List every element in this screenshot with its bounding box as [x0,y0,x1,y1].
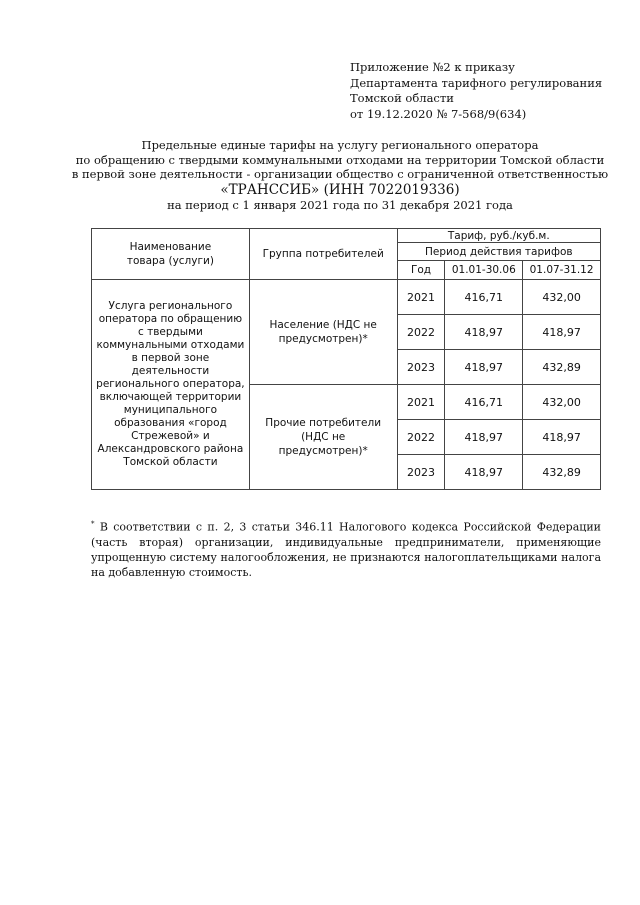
header-year: Год [397,261,445,280]
year-cell: 2022 [397,315,445,350]
tariff-h2-cell: 432,89 [523,455,601,490]
tariff-h1-cell: 416,71 [445,280,523,315]
year-cell: 2023 [397,350,445,385]
footnote-text: В соответствии с п. 2, 3 статьи 346.11 Налогового кодекса Российской Федерации (часть вторая) организации, индивидуальные предприниматели, применяющие упрощенную систему налогообложения, не признаются налогоплательщиками налога на добавленную стоимость. [91,520,601,579]
header-half1: 01.01-30.06 [445,261,523,280]
consumer-group-population: Население (НДС не предусмотрен)* [249,280,397,385]
year-cell: 2023 [397,455,445,490]
table-row [92,280,601,315]
tariff-h2-cell: 418,97 [523,420,601,455]
service-name: Услуга регионального оператора по обращению с твердыми коммунальными отходами в первой зоне деятельности регионального оператора, включающей территории муниципального образования «город Стрежевой» и Александровского района Томской области [92,280,250,490]
company-name: «ТРАНССИБ» (ИНН 7022019336) [220,181,460,198]
year-cell: 2022 [397,420,445,455]
appendix-line: Департамента тарифного регулирования [350,75,603,90]
year-cell: 2021 [397,280,445,315]
title-period: на период с 1 января 2021 года по 31 декабря 2021 года [167,197,513,212]
tariff-h2-cell: 432,00 [523,385,601,420]
tariff-h2-cell: 418,97 [523,315,601,350]
tariff-h1-cell: 418,97 [445,350,523,385]
consumer-group-other: Прочие потребители (НДС не предусмотрен)* [249,385,397,490]
tariff-h1-cell: 418,97 [445,455,523,490]
header-half2: 01.07-31.12 [523,261,601,280]
title-line: в первой зоне деятельности - организации общество с ограниченной ответственностью [71,167,609,181]
header-period: Период действия тарифов [397,243,600,261]
tariff-h1-cell: 418,97 [445,315,523,350]
tariff-table [91,228,601,490]
appendix-line: Томской области [350,91,454,105]
tariff-h1-cell: 418,97 [445,420,523,455]
footnote-mark: * [91,520,95,528]
tariff-h1-cell: 416,71 [445,385,523,420]
title-line: по обращению с твердыми коммунальными отходами на территории Томской области [75,152,605,167]
document-title [60,138,620,212]
appendix-line: Приложение №2 к приказу [350,60,515,74]
tariff-h2-cell: 432,00 [523,280,601,315]
appendix-header [350,60,602,122]
title-line: Предельные единые тарифы на услугу регионального оператора [141,138,539,152]
tariff-h2-cell: 432,89 [523,350,601,385]
header-group: Группа потребителей [249,229,397,280]
footnote [91,517,601,580]
header-product: Наименование товара (услуги) [92,229,250,280]
header-tariff: Тариф, руб./куб.м. [397,229,600,243]
year-cell: 2021 [397,385,445,420]
appendix-line: от 19.12.2020 № 7-568/9(634) [350,106,527,121]
